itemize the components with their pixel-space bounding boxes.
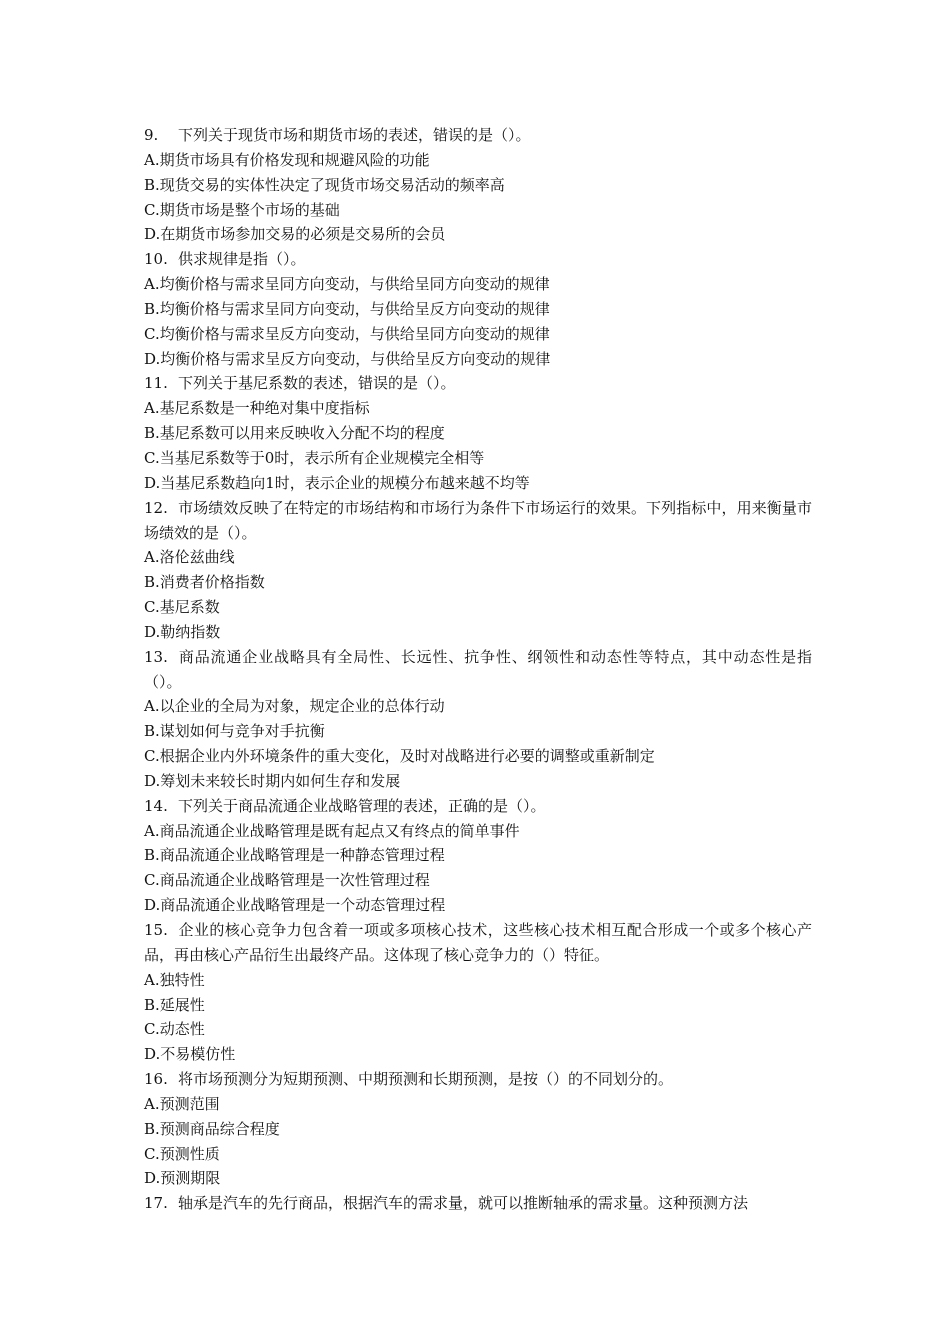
question-15: [144, 918, 812, 1067]
option-b: B.消费者价格指数: [144, 573, 265, 592]
question-number: 11.: [144, 374, 168, 393]
option-d: D.不易模仿性: [144, 1045, 236, 1064]
question-11: [144, 371, 812, 495]
option-d: D.勒纳指数: [144, 622, 221, 641]
question-stem: [144, 1191, 812, 1216]
option-b: B.均衡价格与需求呈同方向变动，与供给呈反方向变动的规律: [144, 299, 550, 318]
question-13: [144, 645, 812, 794]
option-b: B.谋划如何与竞争对手抗衡: [144, 722, 325, 741]
option-c: C.期货市场是整个市场的基础: [144, 200, 340, 219]
option-c: C.均衡价格与需求呈反方向变动，与供给呈同方向变动的规律: [144, 324, 550, 343]
option-a: A.商品流通企业战略管理是既有起点又有终点的简单事件: [144, 821, 520, 840]
option-c: C.基尼系数: [144, 598, 220, 617]
question-text: 供求规律是指（）。: [178, 250, 306, 269]
question-number: 16.: [144, 1070, 168, 1089]
question-14: [144, 794, 812, 918]
question-16: [144, 1067, 812, 1191]
question-stem: [144, 247, 812, 272]
question-stem: [144, 496, 812, 546]
question-10: [144, 247, 812, 371]
question-stem: [144, 123, 812, 148]
option-d: D.筹划未来较长时期内如何生存和发展: [144, 771, 401, 790]
option-b: B.延展性: [144, 995, 205, 1014]
option-c: C.商品流通企业战略管理是一次性管理过程: [144, 871, 430, 890]
question-text: 下列关于基尼系数的表述，错误的是（）。: [178, 374, 456, 393]
option-b: B.预测商品综合程度: [144, 1119, 280, 1138]
question-text: 商品流通企业战略具有全局性、长远性、抗争性、纲领性和动态性等特点，其中动态性是指（）。: [144, 647, 812, 691]
question-text: 下列关于现货市场和期货市场的表述，错误的是（）。: [178, 126, 531, 144]
option-a: A.以企业的全局为对象，规定企业的总体行动: [144, 697, 445, 716]
question-number: 10.: [144, 250, 168, 269]
option-d: D.在期货市场参加交易的必须是交易所的会员: [144, 225, 446, 244]
question-stem: [144, 371, 812, 396]
option-d: D.均衡价格与需求呈反方向变动，与供给呈反方向变动的规律: [144, 349, 551, 368]
question-text: 下列关于商品流通企业战略管理的表述，正确的是（）。: [178, 796, 546, 815]
option-a: A.均衡价格与需求呈同方向变动，与供给呈同方向变动的规律: [144, 275, 550, 294]
option-c: C.当基尼系数等于0时，表示所有企业规模完全相等: [144, 448, 485, 467]
question-stem: [144, 794, 812, 819]
question-number: 17.: [144, 1194, 168, 1213]
option-b: B.商品流通企业战略管理是一种静态管理过程: [144, 846, 445, 865]
question-number: 15.: [144, 921, 168, 939]
question-9: [144, 123, 812, 247]
option-d: D.预测期限: [144, 1169, 221, 1188]
question-text: 企业的核心竞争力包含着一项或多项核心技术，这些核心技术相互配合形成一个或多个核心产品，再由核心产品衍生出最终产品。这体现了核心竞争力的（）特征。: [144, 921, 812, 964]
question-text: 轴承是汽车的先行商品，根据汽车的需求量，就可以推断轴承的需求量。这种预测方法: [178, 1194, 749, 1213]
option-a: A.独特性: [144, 970, 205, 989]
option-c: C.动态性: [144, 1020, 205, 1039]
question-number: 9.: [144, 126, 159, 144]
option-a: A.洛伦兹曲线: [144, 548, 235, 567]
option-a: A.预测范围: [144, 1094, 220, 1113]
option-b: B.现货交易的实体性决定了现货市场交易活动的频率高: [144, 175, 505, 194]
question-text: 将市场预测分为短期预测、中期预测和长期预测，是按（）的不同划分的。: [178, 1070, 674, 1089]
option-c: C.根据企业内外环境条件的重大变化，及时对战略进行必要的调整或重新制定: [144, 747, 655, 766]
question-stem: [144, 1067, 812, 1092]
document-page: [144, 123, 812, 1216]
option-b: B.基尼系数可以用来反映收入分配不均的程度: [144, 424, 445, 443]
option-d: D.商品流通企业战略管理是一个动态管理过程: [144, 896, 446, 915]
question-stem: [144, 645, 812, 695]
question-number: 12.: [144, 498, 168, 517]
option-c: C.预测性质: [144, 1144, 220, 1163]
option-d: D.当基尼系数趋向1时，表示企业的规模分布越来越不均等: [144, 473, 530, 492]
question-17: [144, 1191, 812, 1216]
question-number: 13.: [144, 647, 168, 666]
question-12: [144, 496, 812, 645]
question-stem: [144, 918, 812, 968]
question-number: 14.: [144, 796, 168, 815]
option-a: A.期货市场具有价格发现和规避风险的功能: [144, 150, 430, 169]
option-a: A.基尼系数是一种绝对集中度指标: [144, 399, 370, 418]
question-text: 市场绩效反映了在特定的市场结构和市场行为条件下市场运行的效果。下列指标中，用来衡量市场绩效的是（）。: [144, 498, 812, 542]
